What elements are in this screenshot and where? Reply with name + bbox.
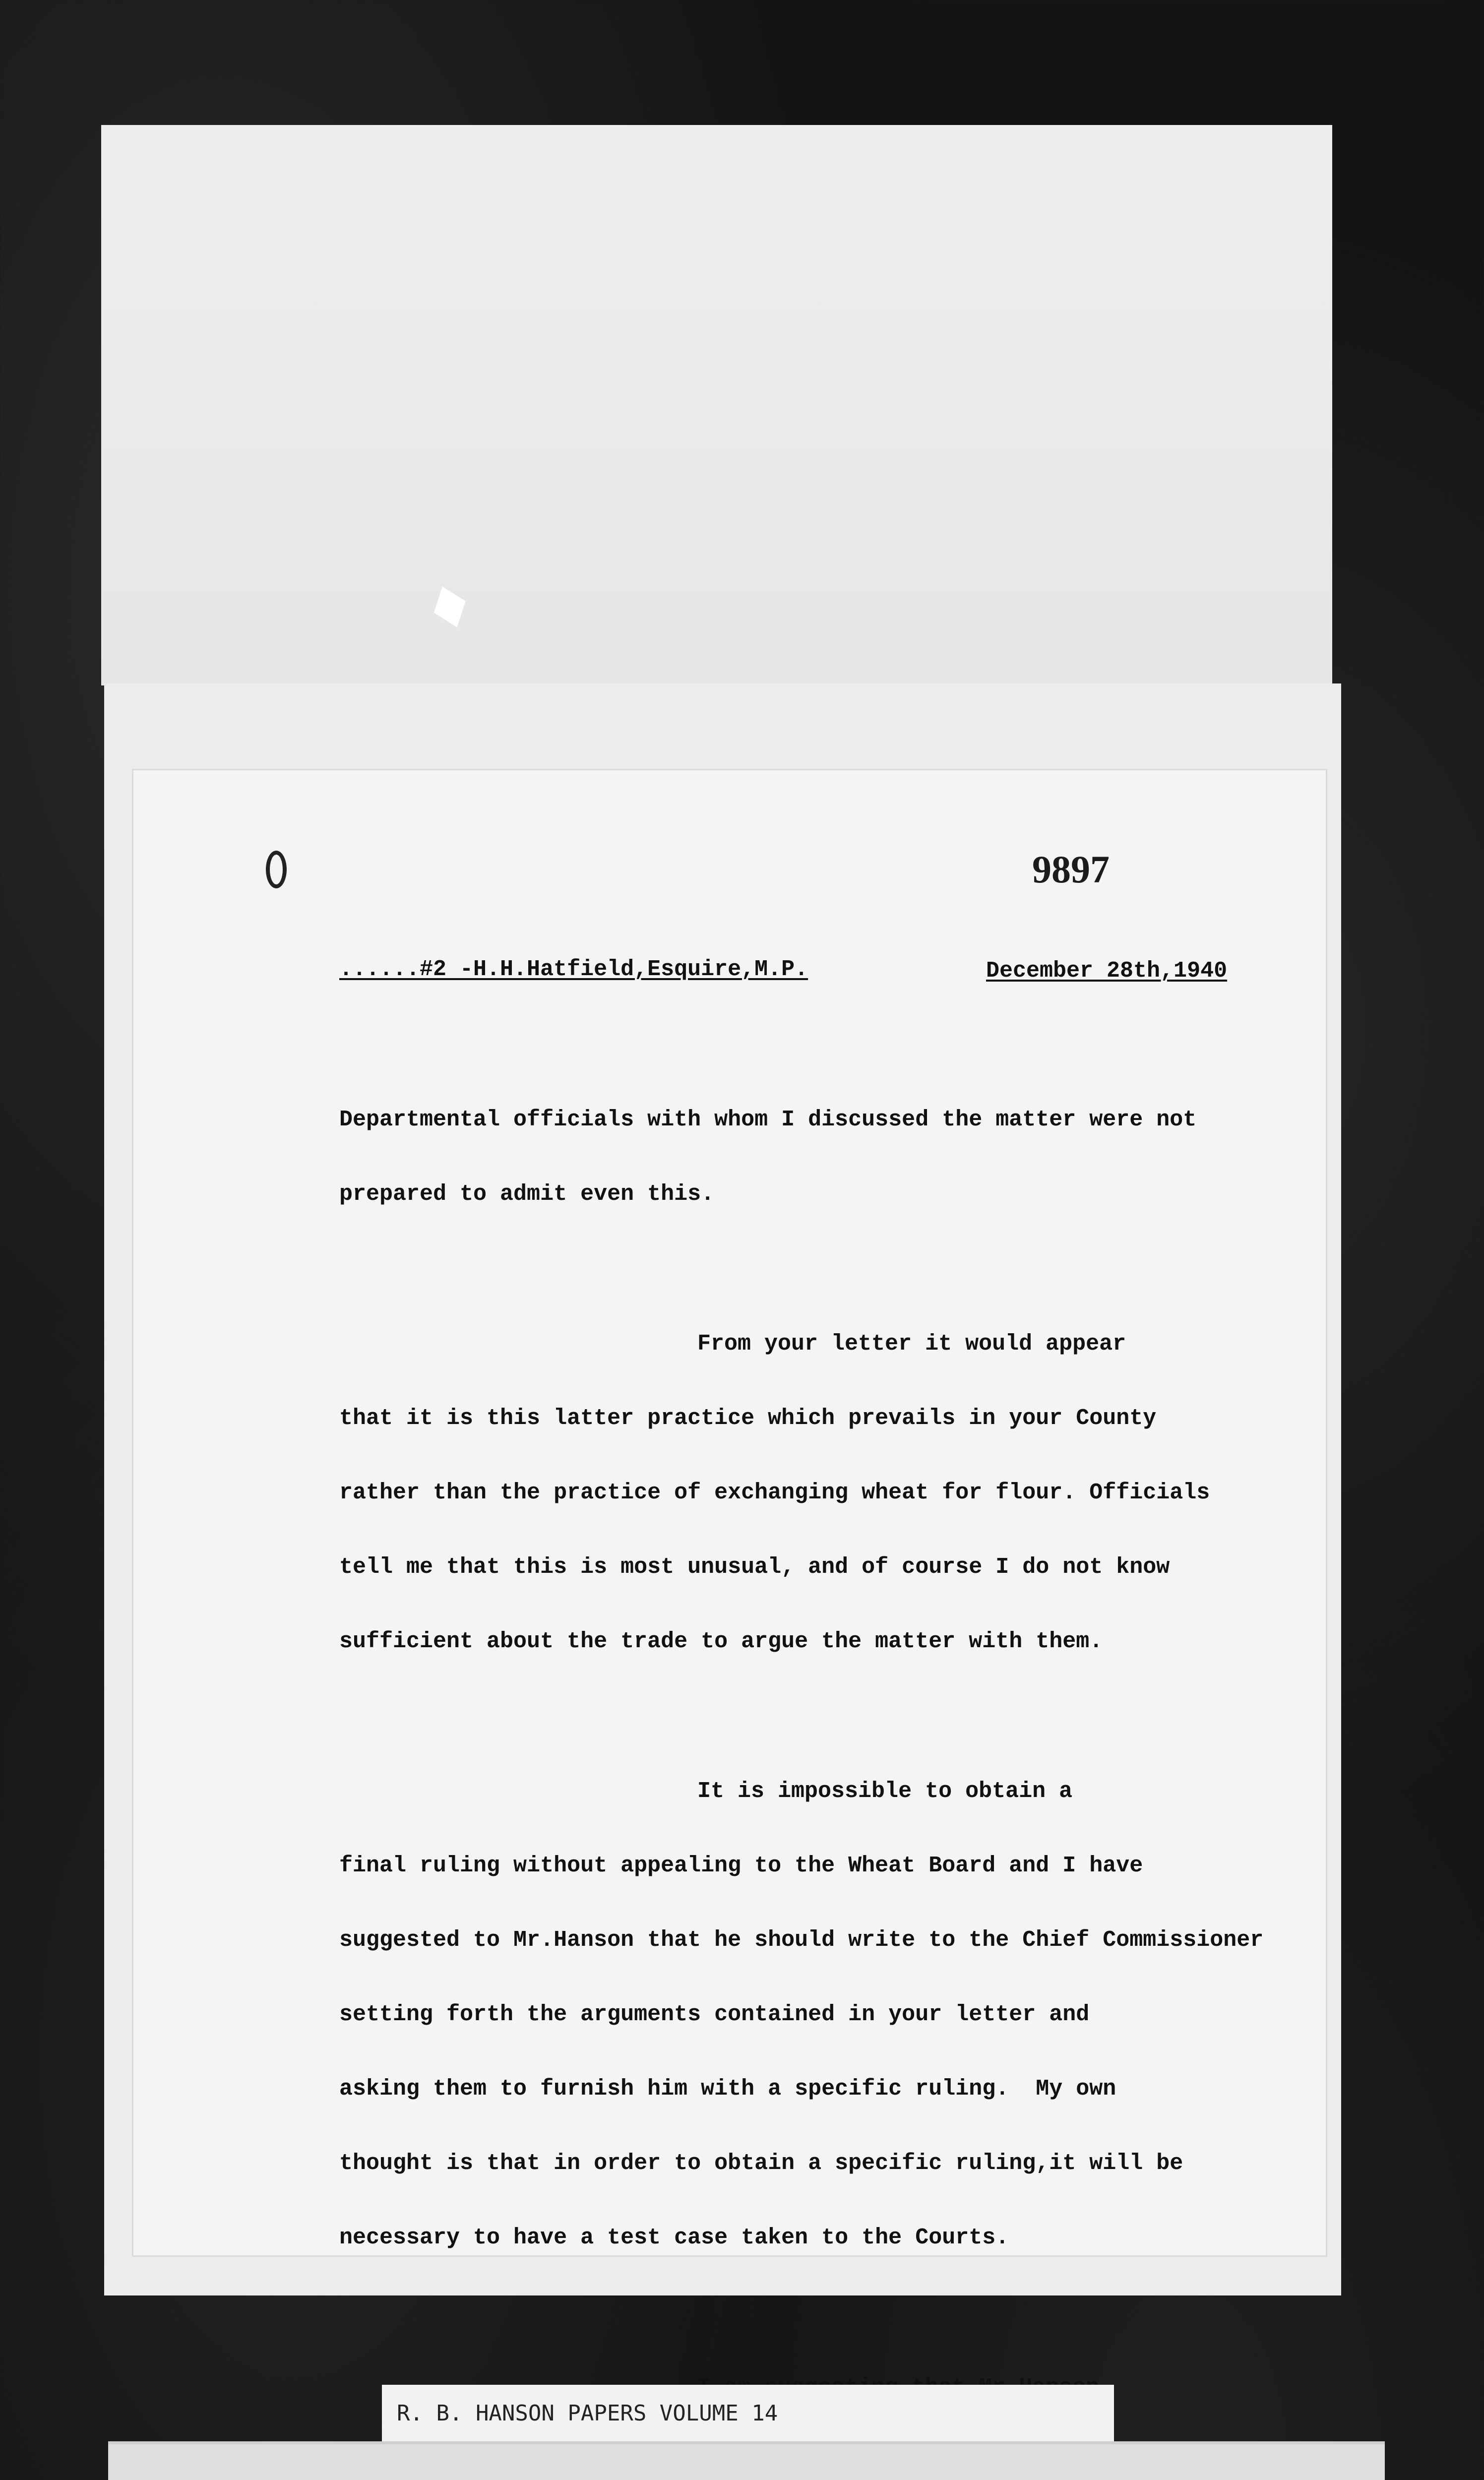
punch-hole [266, 851, 287, 888]
archives-card [108, 2441, 1385, 2480]
top-cover-sheet [101, 125, 1332, 685]
page-number: 9897 [1032, 848, 1110, 891]
handwritten-mark: ♦ [413, 566, 488, 650]
text-line: It is impossible to obtain a [697, 1779, 1073, 1804]
text-line: setting forth the arguments contained in your letter and [339, 2002, 1090, 2027]
letter-body [339, 1058, 1263, 2480]
letter-page [132, 769, 1327, 2257]
text-line: tell me that this is most unusual, and of course I do not know [339, 1554, 1170, 1580]
volume-label: R. B. HANSON PAPERS VOLUME 14 [382, 2385, 1114, 2442]
text-line: suggested to Mr.Hanson that he should write to the Chief Commissioner [339, 1927, 1264, 1953]
text-line: final ruling without appealing to the Wheat Board and I have [339, 1853, 1143, 1878]
text-line: prepared to admit even this. [339, 1181, 715, 1207]
text-line: From your letter it would appear [697, 1331, 1126, 1357]
paragraph-1 [339, 1058, 1263, 1256]
text-line: thought is that in order to obtain a specific ruling,it will be [339, 2151, 1183, 2176]
text-line: sufficient about the trade to argue the matter with them. [339, 1629, 1103, 1654]
text-line: Departmental officials with whom I discussed the matter were not [339, 1107, 1197, 1132]
paragraph-3 [339, 1730, 1263, 2300]
text-line: asking them to furnish him with a specific ruling. My own [339, 2076, 1116, 2102]
text-line: that it is this latter practice which prevails in your County [339, 1406, 1157, 1431]
letter-date: December 28th,1940 [986, 958, 1228, 984]
text-line: necessary to have a test case taken to the Courts. [339, 2225, 1009, 2250]
paragraph-2 [339, 1282, 1263, 1704]
letter-recipient-header: ......#2 -H.H.Hatfield,Esquire,M.P. [339, 957, 808, 982]
text-line: rather than the practice of exchanging wheat for flour. Officials [339, 1480, 1210, 1505]
